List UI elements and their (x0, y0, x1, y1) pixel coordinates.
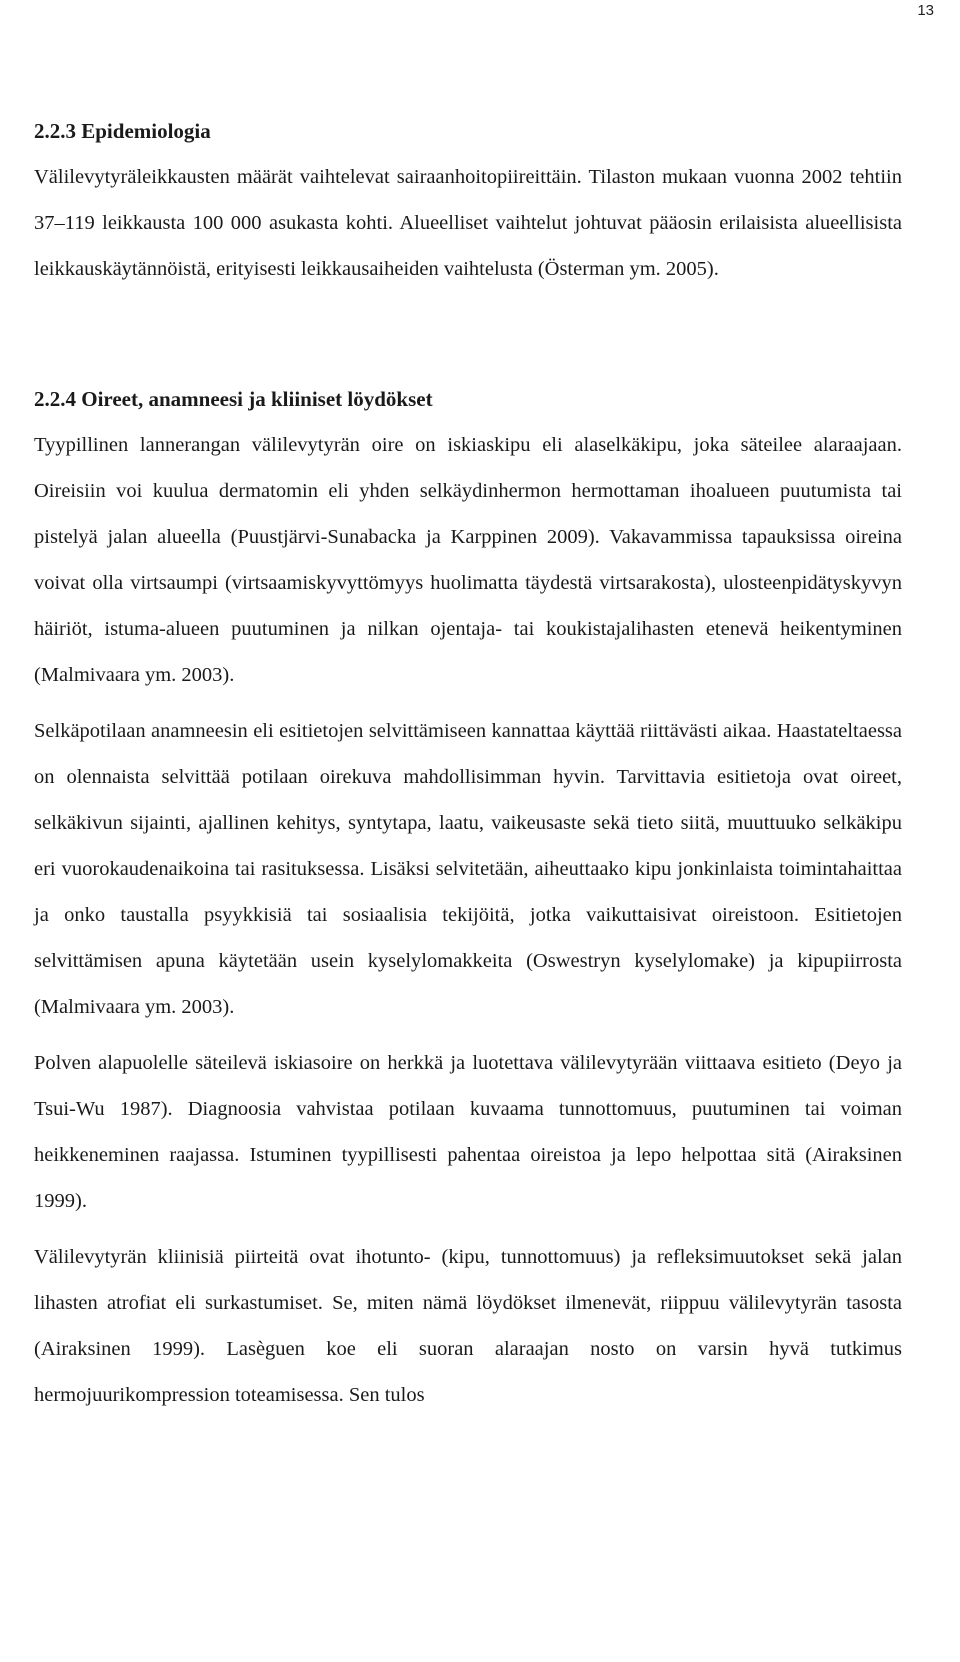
paragraph-spacer (34, 698, 902, 708)
paragraph-spacer (34, 1030, 902, 1040)
document-body (34, 108, 902, 1418)
paragraph-spacer (34, 1224, 902, 1234)
paragraph: Polven alapuolelle säteilevä iskiasoire on herkkä ja luotettava välilevytyrään viittaava esitieto (Deyo ja Tsui-Wu 1987). Diagnoosia vahvistaa potilaan kuvaama tunnottomuus, puutuminen tai voiman heikkeneminen raajassa. Istuminen tyypillisesti pahentaa oireistoa ja lepo helpottaa sitä (Airaksinen 1999). (34, 1052, 902, 1212)
page-number: 13 (917, 2, 934, 19)
section-epidemiologia (34, 108, 902, 292)
section-heading: 2.2.3 Epidemiologia (34, 119, 211, 143)
section-spacer (34, 292, 902, 376)
paragraph: Välilevytyräleikkausten määrät vaihtelevat sairaanhoitopiireittäin. Tilaston mukaan vuonna 2002 tehtiin 37–119 leikkausta 100 000 asukasta kohti. Alueelliset vaihtelut johtuvat pääosin erilaisista alueellisista leikkauskäytännöistä, erityisesti leikkausaiheiden vaihtelusta (Österman ym. 2005). (34, 166, 902, 280)
section-heading: 2.2.4 Oireet, anamneesi ja kliiniset löydökset (34, 387, 433, 411)
paragraph: Välilevytyrän kliinisiä piirteitä ovat ihotunto- (kipu, tunnottomuus) ja refleksimuutokset sekä jalan lihasten atrofiat eli surkastumiset. Se, miten nämä löydökset ilmenevät, riippuu välilevytyrän tasosta (Airaksinen 1999). Lasèguen koe eli suoran alaraajan nosto on varsin hyvä tutkimus hermojuurikompression toteamisessa. Sen tulos (34, 1246, 902, 1406)
paragraph: Selkäpotilaan anamneesin eli esitietojen selvittämiseen kannattaa käyttää riittävästi aikaa. Haastateltaessa on olennaista selvittää potilaan oirekuva mahdollisimman hyvin. Tarvittavia esitietoja ovat oireet, selkäkivun sijainti, ajallinen kehitys, syntytapa, laatu, vaikeusaste sekä tieto siitä, muuttuuko selkäkipu eri vuorokaudenaikoina tai rasituksessa. Lisäksi selvitetään, aiheuttaako kipu jonkinlaista toimintahaittaa ja onko taustalla psyykkisiä tai sosiaalisia tekijöitä, jotka vaikuttaisivat oireistoon. Esitietojen selvittämisen apuna käytetään usein kyselylomakkeita (Oswestryn kyselylomake) ja kipupiirrosta (Malmivaara ym. 2003). (34, 720, 902, 1018)
section-oireet (34, 376, 902, 1418)
paragraph: Tyypillinen lannerangan välilevytyrän oire on iskiaskipu eli alaselkäkipu, joka säteilee alaraajaan. Oireisiin voi kuulua dermatomin eli yhden selkäydinhermon hermottaman ihoalueen puutumista tai pistelyä jalan alueella (Puustjärvi-Sunabacka ja Karppinen 2009). Vakavammissa tapauksissa oireina voivat olla virtsaumpi (virtsaamiskyvyttömyys huolimatta täydestä virtsarakosta), ulosteenpidätyskyvyn häiriöt, istuma-alueen puutuminen ja nilkan ojentaja- tai koukistajalihasten etenevä heikentyminen (Malmivaara ym. 2003). (34, 434, 902, 686)
